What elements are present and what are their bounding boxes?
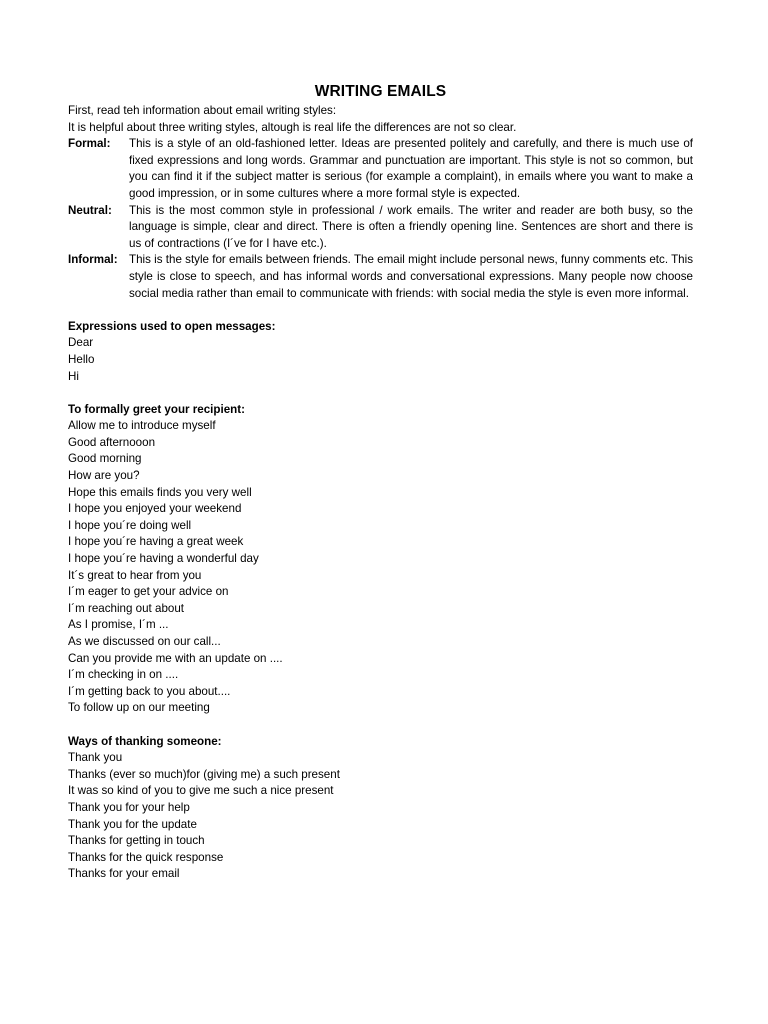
phrase-item: It´s great to hear from you [68,568,202,582]
document-page [68,82,693,883]
style-label-formal: Formal: [68,137,111,151]
style-label-informal: Informal: [68,253,118,267]
style-informal [68,252,693,302]
spacer [68,385,693,402]
phrase-item: Thanks for the quick response [68,850,224,864]
style-label-neutral: Neutral: [68,203,112,217]
phrase-item: I´m getting back to you about.... [68,684,231,698]
section-formal-greetings [68,402,693,717]
phrase-item: Can you provide me with an update on .... [68,651,283,665]
phrase-item: Thanks for your email [68,867,180,881]
style-description-formal: This is a style of an old-fashioned letter. Ideas are presented politely and carefully, and there is much use of fixed expressions and long words. Grammar and punctuation are important. This style is not so common, but you can find it if the subject matter is serious (for example a complaint), in emails where you want to make a good impression, or in some cultures where a more formal style is expected. [129,137,693,200]
phrase-item: Thanks for getting in touch [68,834,205,848]
phrase-item: As we discussed on our call... [68,635,221,648]
phrase-item: As I promise, I´m ... [68,618,169,632]
document-title: WRITING EMAILS [314,83,447,100]
phrase-item: Hi [68,369,79,383]
phrase-item: Thank you [68,751,123,765]
phrase-list-opening [68,335,693,385]
phrase-list-thanking [68,750,693,883]
phrase-item: Good afternooon [68,435,156,449]
phrase-list-greetings [68,418,693,717]
phrase-item: Hello [68,352,95,366]
spacer [68,302,693,319]
phrase-item: Dear [68,336,94,350]
style-description-neutral: This is the most common style in professional / work emails. The writer and reader are both busy, so the language is simple, clear and direct. There is often a friendly opening line. Sentences are short and there is us of contractions (I´ve for I have etc.). [129,203,693,250]
intro-line-read: First, read teh information about email writing styles: [68,104,337,117]
phrase-item: To follow up on our meeting [68,701,210,715]
phrase-item: I hope you´re having a great week [68,535,244,549]
section-thanking [68,734,693,883]
phrase-item: Thank you for the update [68,817,197,831]
phrase-item: Thank you for your help [68,800,190,814]
phrase-item: Thanks (ever so much)for (giving me) a such present [68,767,340,781]
intro-line-helpful: It is helpful about three writing styles, altough is real life the differences are not so clear. [68,120,517,134]
section-heading-greetings: To formally greet your recipient: [68,402,245,416]
phrase-item: I´m reaching out about [68,601,185,615]
style-neutral [68,203,693,253]
phrase-item: Good morning [68,452,142,466]
phrase-item: I´m checking in on .... [68,668,179,682]
style-formal [68,136,693,202]
phrase-item: I´m eager to get your advice on [68,585,229,599]
phrase-item: I hope you enjoyed your weekend [68,502,242,516]
section-opening-expressions [68,319,693,385]
section-heading-thanking: Ways of thanking someone: [68,734,222,748]
phrase-item: Hope this emails finds you very well [68,485,252,499]
style-description-informal: This is the style for emails between friends. The email might include personal news, funny comments etc. This style is close to speech, and has informal words and conversational expressions. Many people now choose social media rather than email to communicate with friends: with social media the style is even more informal. [129,253,693,300]
phrase-item: How are you? [68,469,140,483]
spacer [68,717,693,734]
section-heading-opening: Expressions used to open messages: [68,319,276,333]
phrase-item: Allow me to introduce myself [68,419,216,433]
phrase-item: I hope you´re having a wonderful day [68,552,259,566]
phrase-item: It was so kind of you to give me such a nice present [68,784,334,798]
phrase-item: I hope you´re doing well [68,518,192,532]
